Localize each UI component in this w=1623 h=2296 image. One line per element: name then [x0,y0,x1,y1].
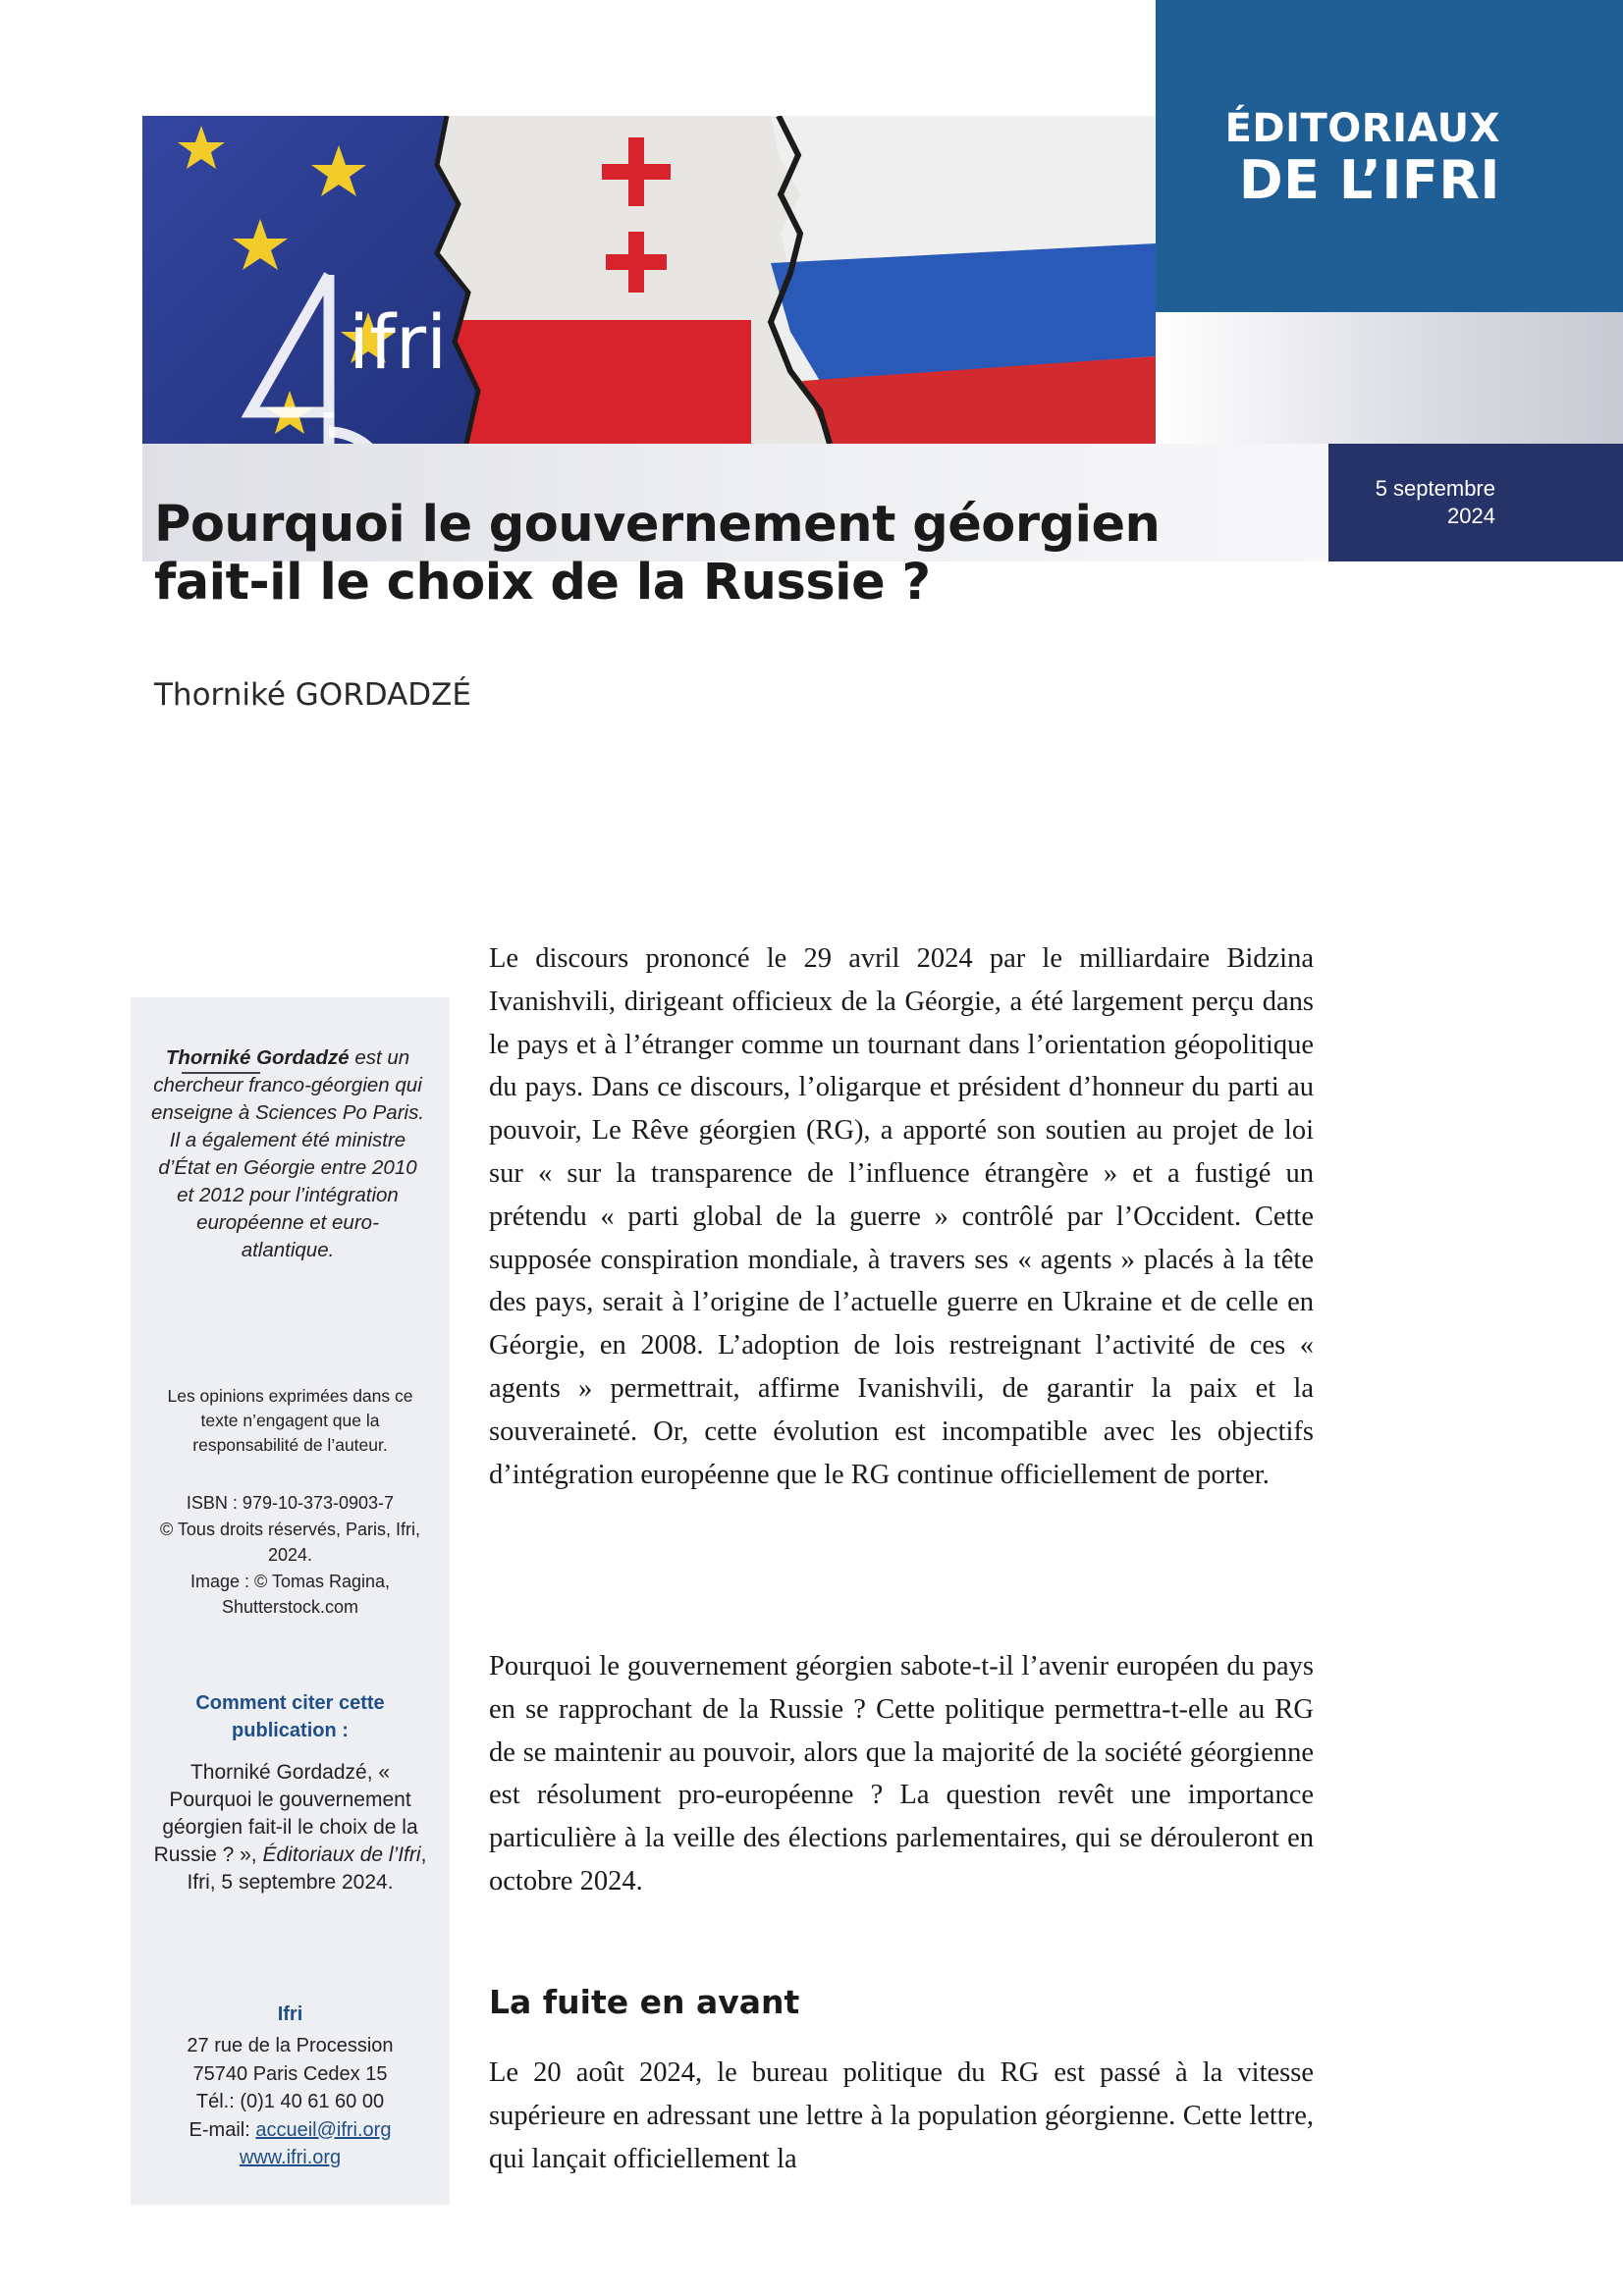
author-bio-name: Thorniké Gordadzé [165,1046,350,1069]
address-street: 27 rue de la Procession [187,2035,394,2056]
citation-part2: , Ifri, 5 septembre 2024. [187,1843,427,1894]
bio-name-underline [182,1072,260,1074]
paragraph-2: Pourquoi le gouvernement géorgien sabote-t-il l’avenir européen du pays en se rapprochant de la Russie ? Cette politique permettra-t-elle au RG de se maintenir au pouvoir, alors que la majorité de la société géorgienne est résolument pro-européenne ? La question revêt une importance particulière à la veille des élections parlementaires, qui se dérouleront en octobre 2024. [489,1651,1314,1896]
section-heading: La fuite en avant [489,1983,800,2021]
series-name-line1: ÉDITORIAUX [1224,106,1500,151]
publication-legal [150,1490,430,1621]
paragraph-3: Le 20 août 2024, le bureau politique du RG est passé à la vitesse supérieure en adressant une lettre à la population géorgienne. Cette lettre, qui lançait officiellement la [489,2057,1314,2174]
email-line [150,2116,430,2145]
series-name-line2: DE L’IFRI [1238,149,1500,211]
sidebar-info [131,997,450,2205]
org-name: Ifri [277,2003,303,2025]
isbn: ISBN : 979-10-373-0903-7 [186,1493,395,1513]
author-bio [150,1044,425,1264]
series-box [1156,0,1623,312]
address-city: 75740 Paris Cedex 15 [192,2062,388,2085]
logo-text: ifri [349,298,448,386]
org-address [150,2032,430,2172]
email-label: E-mail: [189,2118,256,2141]
header-gradient-strip [1156,312,1623,444]
article-title-line2: fait-il le choix de la Russie ? [154,554,931,612]
publication-date [1328,444,1623,561]
citation-text [150,1759,430,1896]
article-title-line1: Pourquoi le gouvernement géorgien [154,496,1161,554]
citation-part1: Thorniké Gordadzé, « Pourquoi le gouvernement géorgien fait-il le choix de la Russie ? », [153,1761,418,1866]
copyright: © Tous droits réservés, Paris, Ifri, 2024. [159,1519,420,1565]
article-author: Thorniké GORDADZÉ [154,677,471,713]
disclaimer: Les opinions exprimées dans ce texte n’engagent que la responsabilité de l’auteur. [167,1386,413,1455]
paragraph-1: Le discours prononcé le 29 avril 2024 par le milliardaire Bidzina Ivanishvili, dirigeant officieux de la Géorgie, a été largement perçu dans le pays et à l’étranger comme un tournant dans l’orientation géopolitique du pays. Dans ce discours, l’oligarque et président d’honneur du parti au pouvoir, Le Rêve géorgien (RG), a apporté son soutien au projet de loi sur « sur la transparence de l’influence étrangère » et a fustigé un prétendu « parti global de la guerre » contrôlé par l’Occident. Cette supposée conspiration mondiale, à travers ses « agents » placés à la tête des pays, serait à l’origine de l’actuelle guerre en Ukraine et de celle en Géorgie, en 2008. L’adoption de lois restreignant l’activité de ces « agents » permettrait, affirme Ivanishvili, de garantir la paix et la souveraineté. Or, cette évolution est incompatible avec les objectifs d’intégration européenne que le RG continue officiellement de porter. [489,943,1314,1490]
email-link[interactable]: accueil@ifri.org [255,2118,392,2141]
phone: Tél.: (0)1 40 61 60 00 [195,2091,385,2112]
date-day-month: 5 septembre [1375,476,1495,501]
image-credit: Image : © Tomas Ragina, Shutterstock.com [189,1571,391,1617]
citation-heading: Comment citer cette publication : [195,1692,385,1741]
website-link[interactable]: www.ifri.org [239,2147,342,2168]
citation-series: Éditoriaux de l’Ifri [262,1843,421,1866]
date-year: 2024 [1447,504,1495,528]
author-bio-text: est un chercheur franco-géorgien qui enseigne à Sciences Po Paris. Il a également été ministre d’État en Géorgie entre 2010 et 2012 pour l’intégration européenne et euro-atlantique. [150,1046,425,1261]
article-title [154,496,1313,612]
